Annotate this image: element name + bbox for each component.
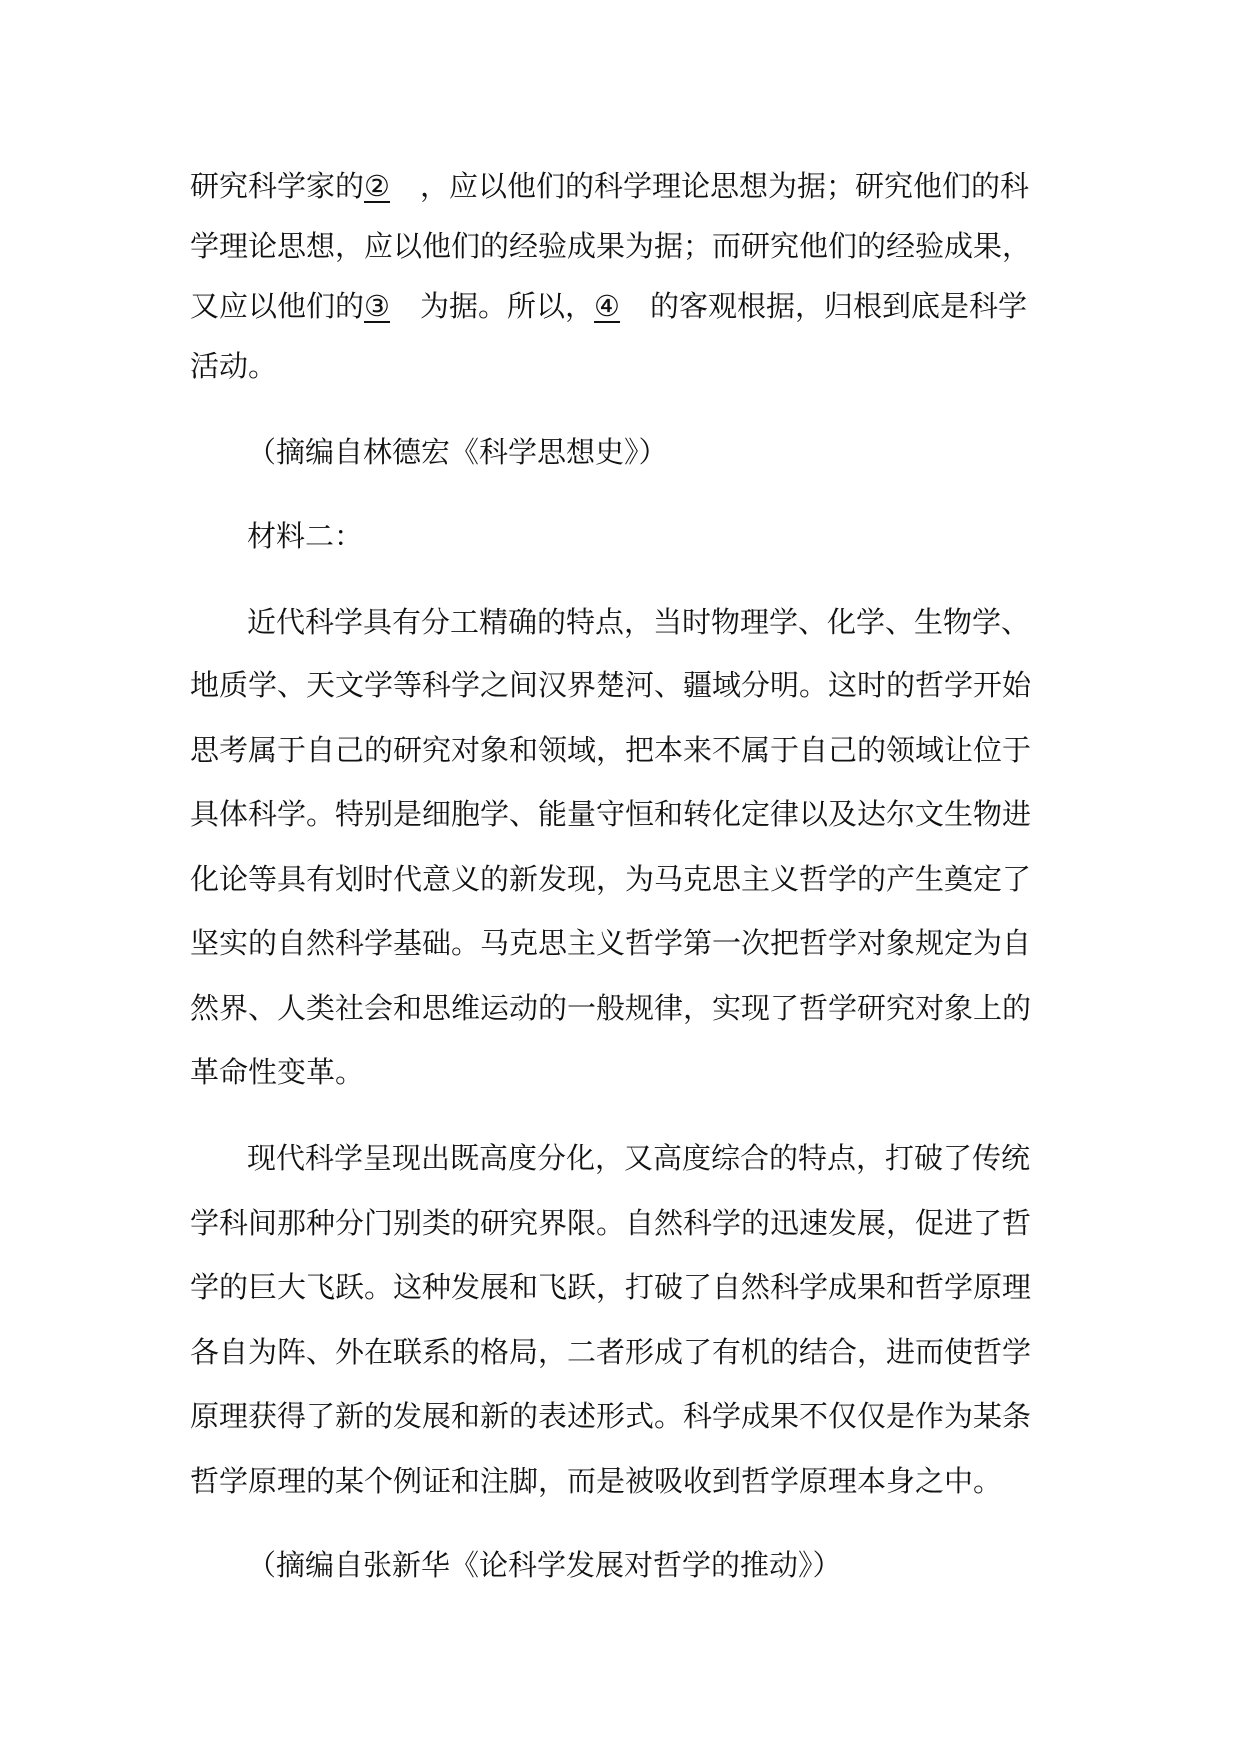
paragraph-line: 现代科学呈现出既高度分化，又高度综合的特点，打破了传统 (247, 1141, 1031, 1175)
paragraph-line: 原理获得了新的发展和新的表述形式。科学成果不仅仅是作为某条 (190, 1399, 1032, 1433)
section-heading: 材料二： (247, 519, 364, 553)
text-span: 研究科学家的 (190, 169, 365, 203)
text-span: 为据。所以， (420, 289, 595, 323)
paragraph-line: 学的巨大飞跃。这种发展和飞跃，打破了自然科学成果和哲学原理 (190, 1270, 1032, 1304)
paragraph-line: 坚实的自然科学基础。马克思主义哲学第一次把哲学对象规定为自 (190, 926, 1032, 960)
paragraph-line: 近代科学具有分工精确的特点，当时物理学、化学、生物学、 (247, 605, 1031, 639)
paragraph-line: 哲学原理的某个例证和注脚，而是被吸收到哲学原理本身之中。 (190, 1464, 1003, 1498)
paragraph-line: 各自为阵、外在联系的格局，二者形成了有机的结合，进而使哲学 (190, 1335, 1032, 1369)
text-span: 又应以他们的 (190, 289, 365, 323)
text-span: ，应以他们的科学理论思想为据；研究他们的科 (420, 169, 1030, 203)
text-line: 活动。 (190, 349, 278, 383)
text-span: 的客观根据，归根到底是科学 (650, 289, 1028, 323)
paragraph-line: 化论等具有划时代意义的新发现，为马克思主义哲学的产生奠定了 (190, 862, 1032, 896)
text-line (190, 166, 1029, 206)
blank-4: ④ (594, 289, 621, 323)
blank-3: ③ (364, 289, 391, 323)
paragraph-line: 革命性变革。 (190, 1055, 365, 1089)
text-line: 学理论思想，应以他们的经验成果为据；而研究他们的经验成果， (190, 229, 1032, 263)
paragraph-line: 具体科学。特别是细胞学、能量守恒和转化定律以及达尔文生物进 (190, 797, 1032, 831)
blank-2: ② (364, 169, 391, 203)
paragraph-line: 然界、人类社会和思维运动的一般规律，实现了哲学研究对象上的 (190, 991, 1032, 1025)
citation: （摘编自林德宏《科学思想史》） (247, 435, 668, 469)
paragraph-line: 地质学、天文学等科学之间汉界楚河、疆域分明。这时的哲学开始 (190, 668, 1032, 702)
paragraph-line: 学科间那种分门别类的研究界限。自然科学的迅速发展，促进了哲 (190, 1206, 1032, 1240)
paragraph-line: 思考属于自己的研究对象和领域，把本来不属于自己的领域让位于 (190, 733, 1032, 767)
citation: （摘编自张新华《论科学发展对哲学的推动》） (247, 1548, 842, 1582)
text-line (190, 286, 1027, 326)
